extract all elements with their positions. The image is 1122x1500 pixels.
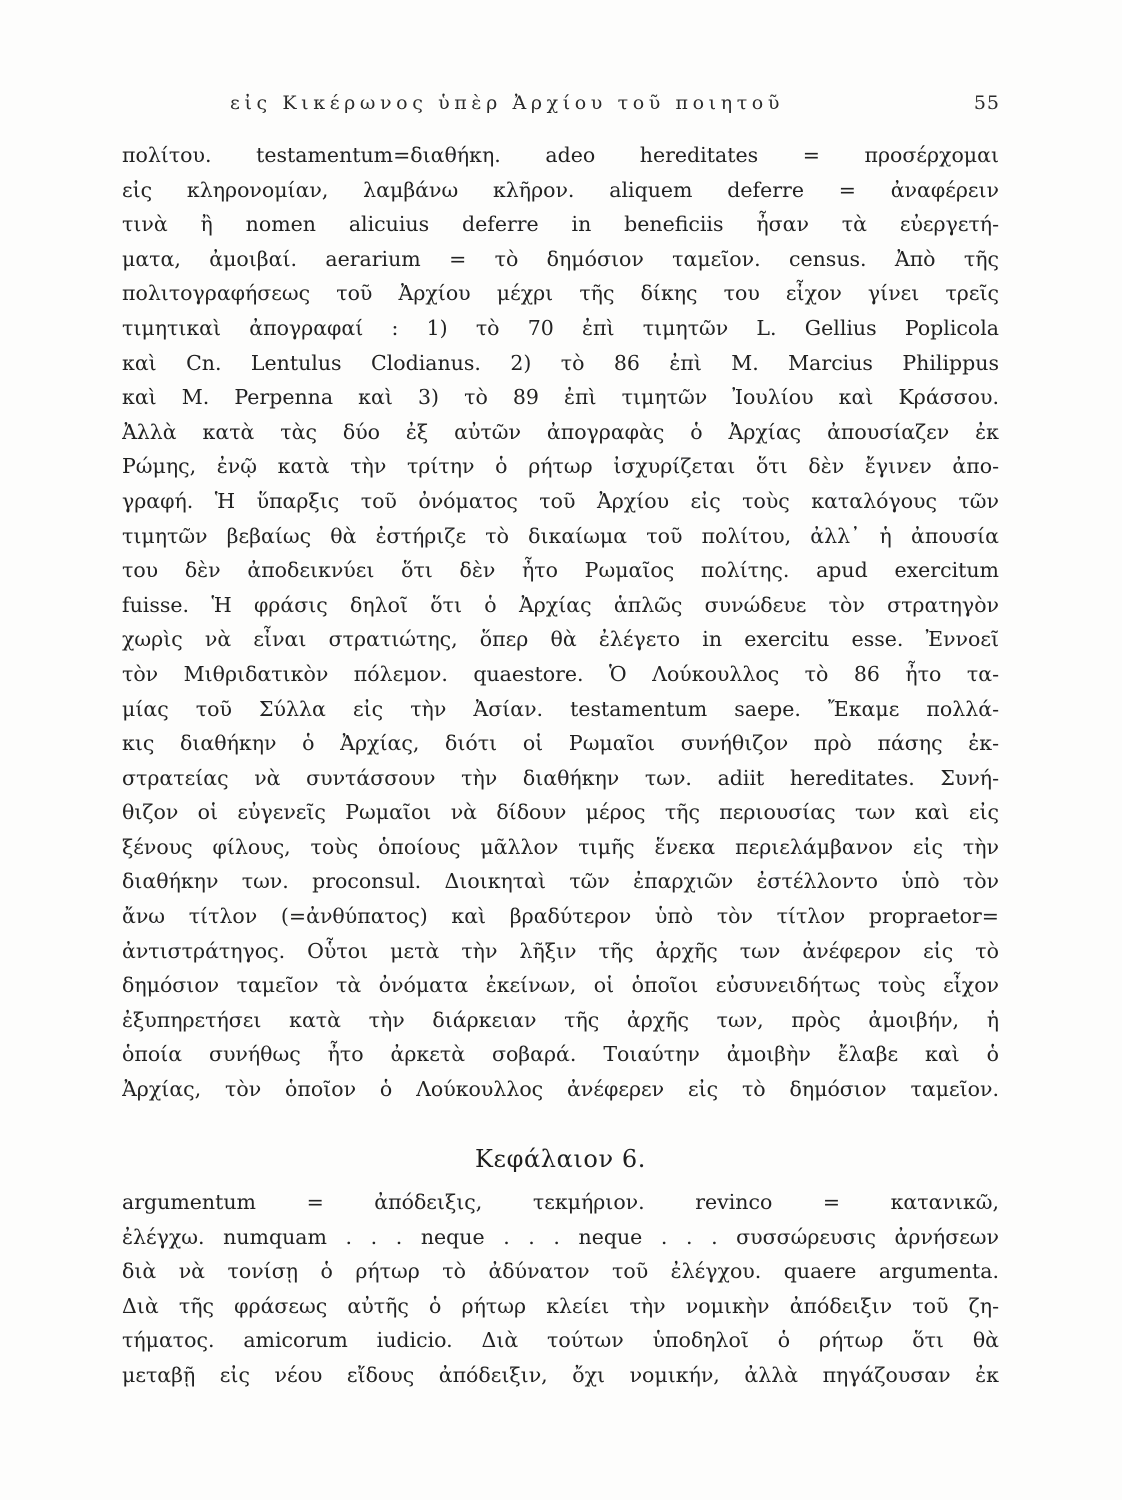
text-line: ἐλέγχω. numquam . . . neque . . . neque . . . συσσώρευσις ἀρνήσεων (122, 1224, 999, 1249)
text-line: γραφή. Ἡ ὕπαρξις τοῦ ὀνόματος τοῦ Ἀρχίου εἰς τοὺς καταλόγους τῶν (122, 488, 999, 513)
running-head (230, 92, 1000, 126)
text-line: Ρώμης, ἐνῷ κατὰ τὴν τρίτην ὁ ρήτωρ ἰσχυρίζεται ὅτι δὲν ἔγινεν ἀπο- (122, 454, 999, 479)
text-line: πολιτογραφήσεως τοῦ Ἀρχίου μέχρι τῆς δίκης του εἶχον γίνει τρεῖς (122, 281, 999, 306)
text-line: Διὰ τῆς φράσεως αὐτῆς ὁ ρήτωρ κλείει τὴν νομικὴν ἀπόδειξιν τοῦ ζη- (122, 1293, 999, 1318)
text-line: διαθήκην των. proconsul. Διοικηταὶ τῶν ἐπαρχιῶν ἐστέλλοντο ὑπὸ τὸν (122, 869, 999, 894)
text-line: τὸν Μιθριδατικὸν πόλεμον. quaestore. Ὁ Λούκουλλος τὸ 86 ἦτο τα- (122, 661, 999, 686)
text-line: μεταβῇ εἰς νέου εἴδους ἀπόδειξιν, ὄχι νομικήν, ἀλλὰ πηγάζουσαν ἐκ (122, 1362, 999, 1387)
text-line: κις διαθήκην ὁ Ἀρχίας, διότι οἱ Ρωμαῖοι συνήθιζον πρὸ πάσης ἐκ- (122, 731, 999, 756)
text-line: ἄνω τίτλον (=ἀνθύπατος) καὶ βραδύτερον ὑπὸ τὸν τίτλον propraetor= (122, 904, 999, 929)
text-line: ἀντιστράτηγος. Οὗτοι μετὰ τὴν λῆξιν τῆς ἀρχῆς των ἀνέφερον εἰς τὸ (122, 938, 999, 963)
text-line: καὶ Cn. Lentulus Clodianus. 2) τὸ 86 ἐπὶ M. Marcius Philippus (122, 350, 999, 375)
text-line: δημόσιον ταμεῖον τὰ ὀνόματα ἐκείνων, οἱ ὁποῖοι εὐσυνειδήτως τοὺς εἶχον (122, 973, 999, 998)
text-line: θιζον οἱ εὐγενεῖς Ρωμαῖοι νὰ δίδουν μέρος τῆς περιουσίας των καὶ εἰς (122, 800, 999, 825)
text-line: Ἀρχίας, τὸν ὁποῖον ὁ Λούκουλλος ἀνέφερεν εἰς τὸ δημόσιον ταμεῖον. (122, 1077, 999, 1102)
text-line: στρατείας νὰ συντάσσουν τὴν διαθήκην των. adiit hereditates. Συνή- (122, 765, 999, 790)
text-line: του δὲν ἀποδεικνύει ὅτι δὲν ἦτο Ρωμαῖος πολίτης. apud exercitum (122, 558, 999, 583)
text-line: ξένους φίλους, τοὺς ὁποίους μᾶλλον τιμῆς ἕνεκα περιελάμβανον εἰς τὴν (122, 834, 999, 859)
text-line: εἰς κληρονομίαν, λαμβάνω κλῆρον. aliquem deferre = ἀναφέρειν (122, 177, 999, 202)
text-line: argumentum = ἀπόδειξις, τεκμήριον. revinco = κατανικῶ, (122, 1190, 999, 1214)
text-line: ματα, ἀμοιβαί. aerarium = τὸ δημόσιον ταμεῖον. census. Ἀπὸ τῆς (122, 246, 999, 271)
text-line: μίας τοῦ Σύλλα εἰς τὴν Ἀσίαν. testamentum saepe. Ἔκαμε πολλά- (122, 696, 999, 721)
page-number: 55 (973, 92, 1000, 114)
text-line: καὶ M. Perpenna καὶ 3) τὸ 89 ἐπὶ τιμητῶν Ἰουλίου καὶ Κράσσου. (122, 385, 999, 410)
text-line: τινὰ ἢ nomen alicuius deferre in beneficiis ἦσαν τὰ εὐεργετή- (122, 212, 999, 237)
text-line: διὰ νὰ τονίσῃ ὁ ρήτωρ τὸ ἀδύνατον τοῦ ἐλέγχου. quaere argumenta. (122, 1259, 999, 1284)
text-line: τιμητικαὶ ἀπογραφαί : 1) τὸ 70 ἐπὶ τιμητῶν L. Gellius Poplicola (122, 315, 999, 340)
text-line: Ἀλλὰ κατὰ τὰς δύο ἐξ αὐτῶν ἀπογραφὰς ὁ Ἀρχίας ἀπουσίαζεν ἐκ (122, 419, 999, 444)
text-line: fuisse. Ἡ φράσις δηλοῖ ὅτι ὁ Ἀρχίας ἁπλῶς συνώδευε τὸν στρατηγὸν (122, 592, 999, 617)
running-title: εἰς Κικέρωνος ὑπὲρ Ἀρχίου τοῦ ποιητοῦ (230, 92, 784, 114)
text-line: ὁποία συνήθως ἦτο ἀρκετὰ σοβαρά. Τοιαύτην ἀμοιβὴν ἔλαβε καὶ ὁ (122, 1042, 999, 1067)
text-line: πολίτου. testamentum=διαθήκη. adeo hereditates = προσέρχομαι (122, 143, 999, 167)
text-line: χωρὶς νὰ εἶναι στρατιώτης, ὅπερ θὰ ἐλέγετο in exercitu esse. Ἐννοεῖ (122, 627, 999, 652)
text-line: τιμητῶν βεβαίως θὰ ἐστήριζε τὸ δικαίωμα τοῦ πολίτου, ἀλλ᾽ ἡ ἀπουσία (122, 523, 999, 548)
chapter-heading: Κεφάλαιον 6. (475, 1145, 646, 1173)
text-line: τήματος. amicorum iudicio. Διὰ τούτων ὑποδηλοῖ ὁ ρήτωρ ὅτι θὰ (122, 1328, 999, 1353)
text-line: ἐξυπηρετήσει κατὰ τὴν διάρκειαν τῆς ἀρχῆς των, πρὸς ἀμοιβήν, ἡ (122, 1007, 999, 1032)
chapter-body (122, 1185, 999, 1393)
commentary-body (122, 138, 999, 1107)
